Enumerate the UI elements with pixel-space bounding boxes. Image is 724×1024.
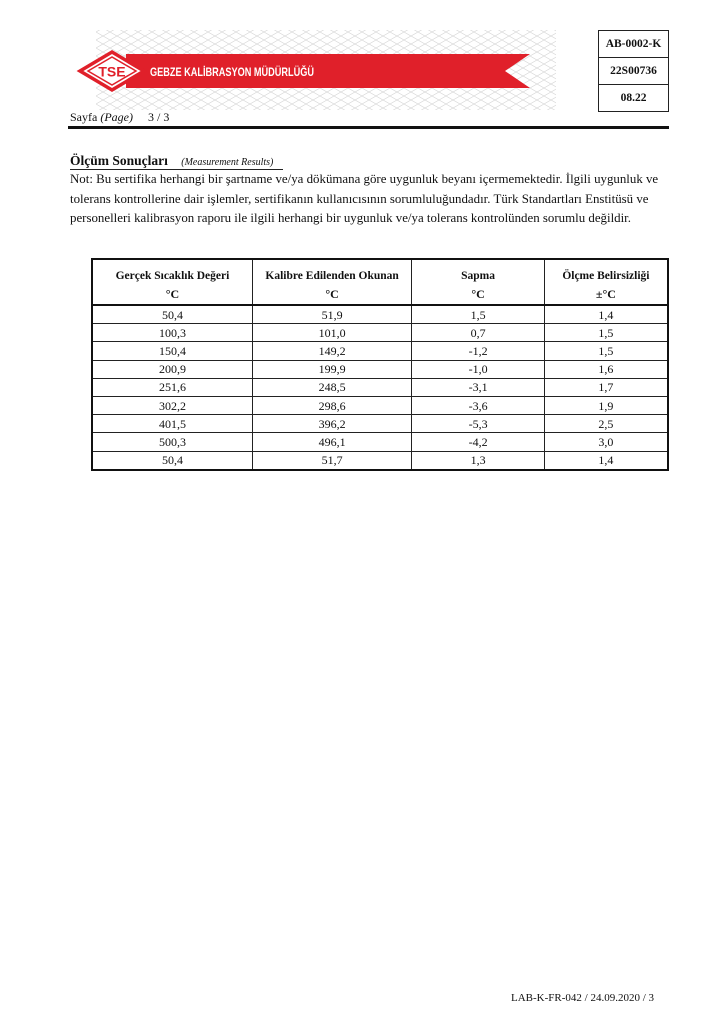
header-uncertainty: Ölçme Belirsizliği (544, 259, 668, 284)
cell-uncertainty: 1,9 (544, 396, 668, 414)
cell-true-temperature: 302,2 (92, 396, 252, 414)
certificate-date: 08.22 (620, 92, 647, 104)
cell-deviation: 1,5 (412, 305, 545, 324)
page-total: 3 (163, 110, 170, 124)
cell-true-temperature: 401,5 (92, 415, 252, 433)
cell-deviation: -4,2 (412, 433, 545, 451)
cell-deviation: -3,1 (412, 378, 545, 396)
page-separator: / (156, 110, 161, 124)
unit-true-temperature: °C (92, 284, 252, 305)
cell-calibrated-reading: 101,0 (252, 324, 411, 342)
cell-calibrated-reading: 298,6 (252, 396, 411, 414)
table-row (92, 360, 668, 378)
cell-uncertainty: 1,5 (544, 324, 668, 342)
cell-uncertainty: 1,4 (544, 305, 668, 324)
table-row (92, 451, 668, 470)
section-heading (70, 153, 273, 169)
cell-true-temperature: 100,3 (92, 324, 252, 342)
cell-true-temperature: 50,4 (92, 451, 252, 470)
cell-calibrated-reading: 51,9 (252, 305, 411, 324)
banner-title: GEBZE KALİBRASYON MÜDÜRLÜĞÜ (150, 65, 365, 79)
header-deviation: Sapma (412, 259, 545, 284)
unit-deviation: °C (412, 284, 545, 305)
cell-uncertainty: 3,0 (544, 433, 668, 451)
certificate-number: 22S00736 (599, 58, 668, 85)
table-row (92, 415, 668, 433)
header-banner (68, 28, 568, 112)
section-title: Ölçüm Sonuçları (70, 153, 168, 168)
table-unit-row (92, 284, 668, 305)
cell-deviation: 1,3 (412, 451, 545, 470)
cell-uncertainty: 1,4 (544, 451, 668, 470)
disclaimer-note: Not: Bu sertifika herhangi bir şartname ve/ya dökümana göre uygunluk beyanı içermemektedir. İlgili uygunluk ve tolerans kontrollerine dair işlemler, sertifikanın kullanıcısının sorumluluğundadır. Türk Standartları Enstitüsü ve personelleri kalibrasyon raporu ile ilgili herhangi bir uygunluk ve/ya tolerans kontrolünden sorumlu değildir. (70, 172, 659, 226)
cell-calibrated-reading: 248,5 (252, 378, 411, 396)
banner-graphic (68, 28, 568, 112)
cell-true-temperature: 500,3 (92, 433, 252, 451)
unit-uncertainty: ±°C (544, 284, 668, 305)
page-label-en: (Page) (100, 110, 133, 124)
table-header-row (92, 259, 668, 284)
unit-calibrated-reading: °C (252, 284, 411, 305)
header-calibrated-reading: Kalibre Edilenden Okunan (252, 259, 411, 284)
cell-calibrated-reading: 51,7 (252, 451, 411, 470)
table-row (92, 305, 668, 324)
logo-text: TSE (98, 63, 126, 80)
cell-true-temperature: 150,4 (92, 342, 252, 360)
cell-true-temperature: 200,9 (92, 360, 252, 378)
cell-calibrated-reading: 199,9 (252, 360, 411, 378)
cell-uncertainty: 1,7 (544, 378, 668, 396)
table-row (92, 378, 668, 396)
table-row (92, 396, 668, 414)
table-row (92, 324, 668, 342)
cell-calibrated-reading: 496,1 (252, 433, 411, 451)
cell-deviation: -3,6 (412, 396, 545, 414)
document-code-box (598, 30, 669, 112)
page-indicator (70, 110, 169, 125)
measurement-results-table (91, 258, 669, 471)
page-current: 3 (147, 110, 154, 124)
cell-deviation: 0,7 (412, 324, 545, 342)
header-divider (68, 126, 669, 129)
table-row (92, 342, 668, 360)
cell-true-temperature: 251,6 (92, 378, 252, 396)
cell-deviation: -1,0 (412, 360, 545, 378)
table-row (92, 433, 668, 451)
cell-uncertainty: 2,5 (544, 415, 668, 433)
cell-deviation: -1,2 (412, 342, 545, 360)
cell-calibrated-reading: 396,2 (252, 415, 411, 433)
table-body (92, 305, 668, 470)
cell-calibrated-reading: 149,2 (252, 342, 411, 360)
cell-uncertainty: 1,6 (544, 360, 668, 378)
form-code-footer: LAB-K-FR-042 / 24.09.2020 / 3 (511, 992, 654, 1004)
header-true-temperature: Gerçek Sıcaklık Değeri (92, 259, 252, 284)
section-title-en: (Measurement Results) (181, 157, 274, 168)
cell-deviation: -5,3 (412, 415, 545, 433)
cell-true-temperature: 50,4 (92, 305, 252, 324)
certificate-code: AB-0002-K (599, 31, 668, 58)
page-label: Sayfa (70, 110, 98, 124)
cell-uncertainty: 1,5 (544, 342, 668, 360)
